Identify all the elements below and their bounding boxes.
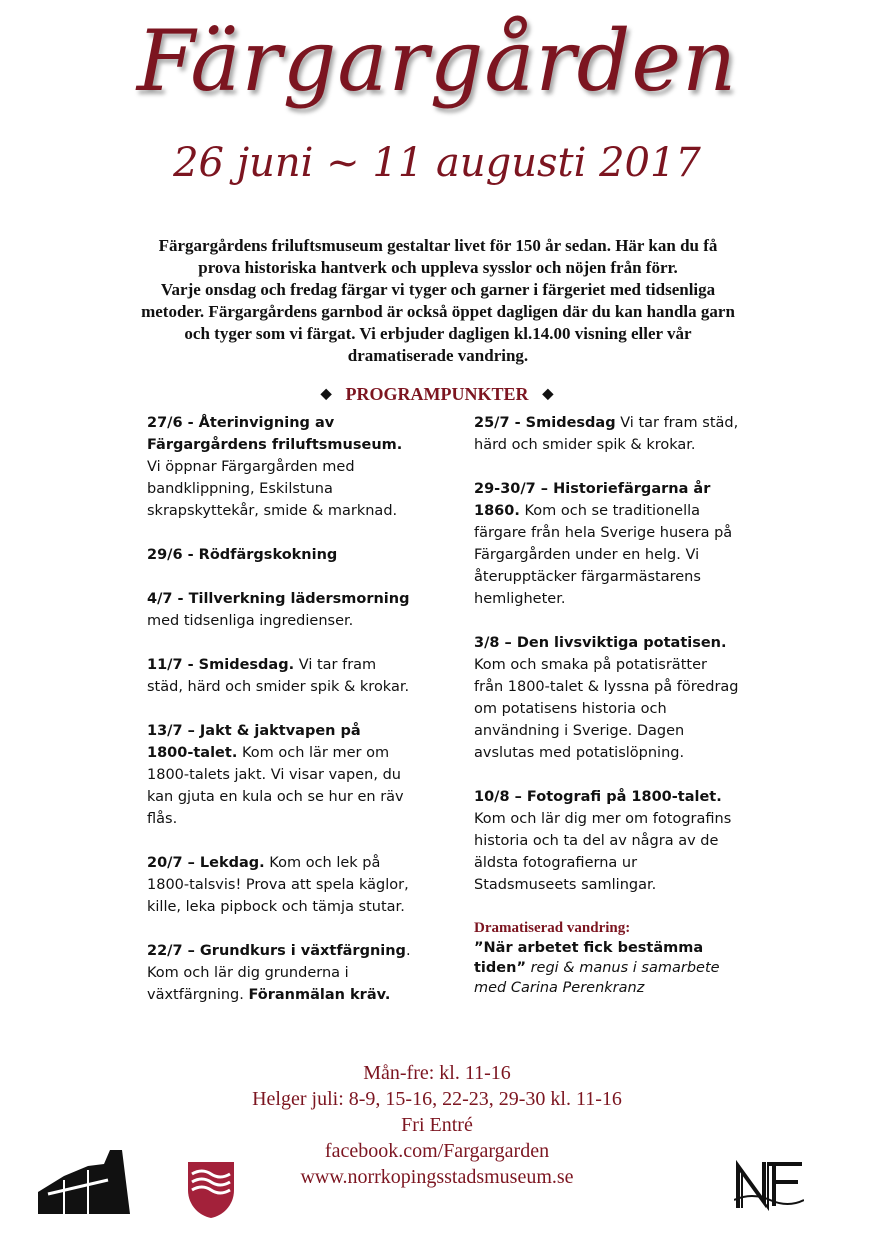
program-item-title: 29/6 - Rödfärgskokning [147,547,338,563]
drama-credit: regi & manus i samarbete med Carina Perenkranz [474,960,720,996]
program-heading-label: PROGRAMPUNKTER [345,384,529,404]
program-item [474,786,739,896]
program-item-title: 22/7 – Grundkurs i växtfärgning [147,943,406,959]
program-item [147,720,412,830]
weekday-hours: Mån-fre: kl. 11-16 [363,1062,511,1084]
program-item [474,412,739,456]
program-item-text: Kom och lär mer om 1800-talets jakt. Vi visar vapen, du kan gjuta en kula och se hur en räv flås. [147,745,404,827]
program-item-title: 3/8 – Den livsviktiga potatisen. [474,635,727,651]
program-item [147,544,412,566]
drama-text [474,938,739,998]
event-dates: 26 juni ~ 11 augusti 2017 [173,140,701,186]
program-item-text: . Kom och lär dig grunderna i växtfärgning. [147,943,411,1003]
program-item-note: Föranmälan kräv. [248,987,391,1003]
city-crest-icon [188,1162,234,1218]
program-item-title: 29-30/7 – Historiefärgarna år 1860. [474,481,711,519]
intro-paragraph-1: Färgargårdens friluftsmuseum gestaltar livet för 150 år sedan. Här kan du få prova historiska hantverk och uppleva sysslor och nöjen från förr. [158,236,718,277]
program-item [147,654,412,698]
program-item-title: 11/7 - Smidesdag. [147,657,295,673]
program-item [147,412,412,522]
program-item [474,478,739,610]
diamond-left-icon: ◆ [320,387,332,402]
program-item [147,940,412,1006]
program-item-title: 27/6 - Återinvigning av Färgargårdens friluftsmuseum. [147,415,403,453]
program-item-title: 10/8 – Fotografi på 1800-talet. [474,789,722,805]
program-item-text: Kom och smaka på potatisrätter från 1800-talet & lyssna på föredrag om potatisens historia och användning i Sverige. Dagen avslutas med potatislöpning. [474,657,739,761]
page-title: Färgargården [136,12,738,110]
program-item [474,632,739,764]
drama-block [474,918,739,998]
program-item-text: med tidsenliga ingredienser. [147,613,354,629]
museum-n-logo-icon [734,1156,804,1214]
program-item-title: 20/7 – Lekdag. [147,855,265,871]
program-item-text: Kom och lek på 1800-talsvis! Prova att spela käglor, kille, leka pipbock och tämja stutar. [147,855,409,915]
program-item [147,852,412,918]
diamond-right-icon: ◆ [542,387,554,402]
program-item-text: Kom och se traditionella färgare från hela Sverige husera på Färgargården under en helg. Vi återupptäcker färgarmästarens hemligheter. [474,503,733,607]
program-right-column [474,412,739,998]
intro-text [138,235,738,367]
weekend-hours: Helger juli: 8-9, 15-16, 22-23, 29-30 kl. 11-16 [252,1088,622,1110]
program-item-title: 13/7 – Jakt & jaktvapen på 1800-talet. [147,723,361,761]
program-item-text: Vi öppnar Färgargården med bandklippning, Eskilstuna skrapskyttekår, smide & marknad. [147,459,398,519]
drama-heading: Dramatiserad vandring: [474,920,631,936]
facebook-link[interactable]: facebook.com/Fargargarden [324,1140,550,1162]
program-item-text: Kom och lär dig mer om fotografins historia och ta del av några av de äldsta fotografierna ur Stadsmuseets samlingar. [474,811,732,893]
program-item-text: Vi tar fram städ, härd och smider spik & krokar. [474,415,739,453]
program-item-text: Vi tar fram städ, härd och smider spik & krokar. [147,657,410,695]
program-heading [0,384,874,405]
website-link[interactable]: www.norrkopingsstadsmuseum.se [300,1166,574,1188]
drama-title: ”När arbetet fick bestämma tiden” [474,940,704,976]
program-item [147,588,412,632]
program-item-title: 4/7 - Tillverkning lädersmorning [147,591,410,607]
program-left-column [147,412,412,1028]
entry-fee: Fri Entré [401,1114,473,1136]
intro-paragraph-2: Varje onsdag och fredag färgar vi tyger och garner i färgeriet med tidsenliga metoder. Färgargårdens garnbod är också öppet dagligen där du kan handla garn och tyger som vi färgat. Vi erbjuder dagligen kl.14.00 visning eller vår dramatiserade vandring. [141,280,735,365]
program-item-title: 25/7 - Smidesdag [474,415,616,431]
factory-logo-icon [38,1150,130,1216]
